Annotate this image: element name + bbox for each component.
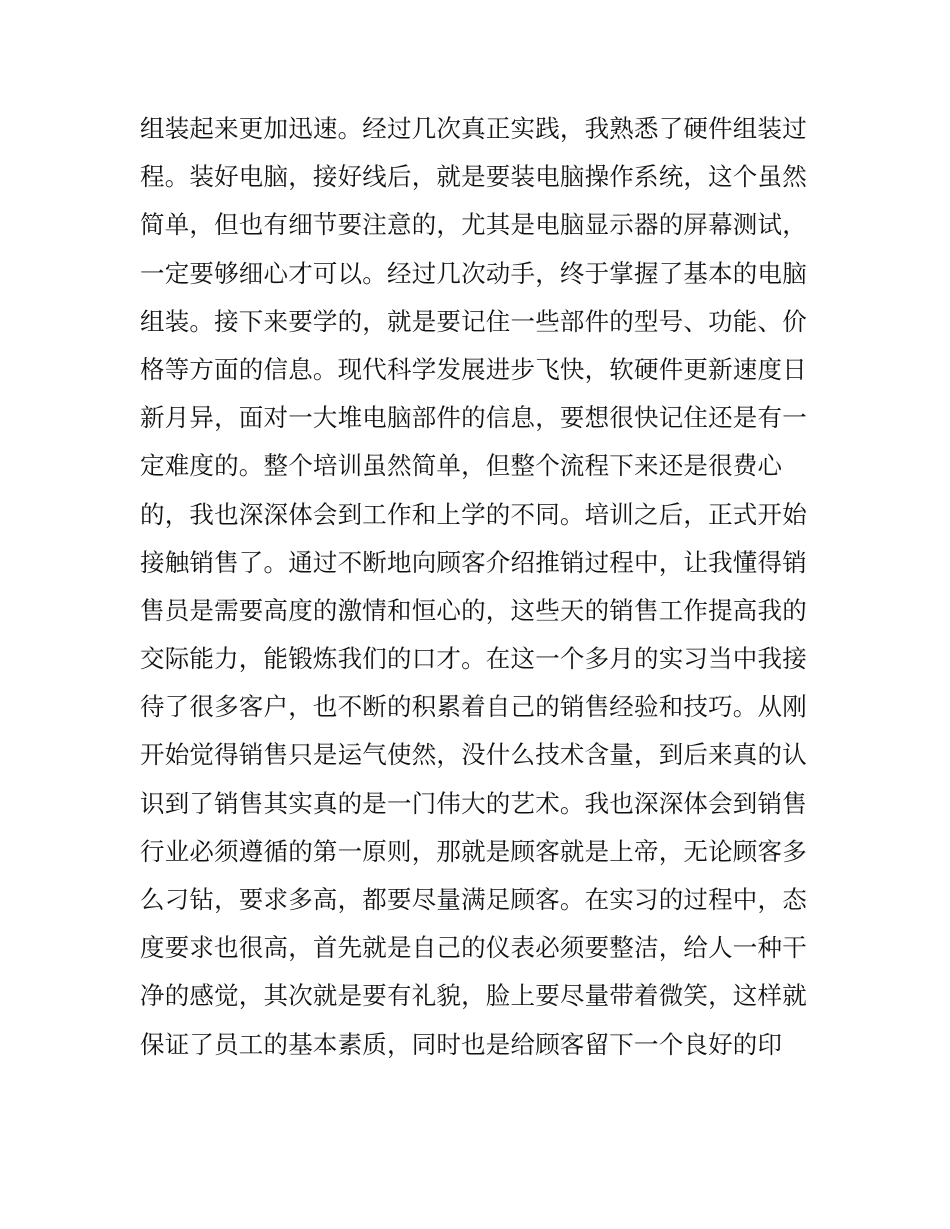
body-text — [140, 105, 820, 1069]
text-line: 售员是需要高度的激情和恒心的，这些天的销售工作提高我的 — [140, 595, 807, 625]
text-line: 一定要够细心才可以。经过几次动手，终于掌握了基本的电脑 — [140, 258, 807, 288]
text-line: 么刁钻，要求多高，都要尽量满足顾客。在实习的过程中，态 — [140, 885, 807, 914]
text-line: 组装起来更加迅速。经过几次真正实践，我熟悉了硬件组装过 — [140, 114, 807, 143]
text-line: 度要求也很高，首先就是自己的仪表必须要整洁，给人一种干 — [140, 933, 807, 963]
text-line: 开始觉得销售只是运气使然，没什么技术含量，到后来真的认 — [140, 740, 807, 770]
text-line: 保证了员工的基本素质，同时也是给顾客留下一个良好的印 — [140, 1029, 783, 1059]
text-line: 简单，但也有细节要注意的，尤其是电脑显示器的屏幕测试， — [140, 210, 807, 240]
text-line: 格等方面的信息。现代科学发展进步飞快，软硬件更新速度日 — [140, 354, 807, 384]
text-line: 行业必须遵循的第一原则，那就是顾客就是上帝，无论顾客多 — [140, 836, 807, 866]
text-line: 净的感觉，其次就是要有礼貌，脸上要尽量带着微笑，这样就 — [140, 981, 807, 1011]
text-line: 程。装好电脑，接好线后，就是要装电脑操作系统，这个虽然 — [140, 162, 807, 192]
text-line: 组装。接下来要学的，就是要记住一些部件的型号、功能、价 — [140, 306, 807, 336]
text-line: 待了很多客户，也不断的积累着自己的销售经验和技巧。从刚 — [140, 692, 807, 722]
text-line: 接触销售了。通过不断地向顾客介绍推销过程中，让我懂得销 — [140, 547, 807, 577]
text-line: 交际能力，能锻炼我们的口才。在这一个多月的实习当中我接 — [140, 644, 807, 674]
text-line: 新月异，面对一大堆电脑部件的信息，要想很快记住还是有一 — [140, 403, 807, 433]
text-line: 的，我也深深体会到工作和上学的不同。培训之后，正式开始 — [140, 499, 807, 529]
text-line: 定难度的。整个培训虽然简单，但整个流程下来还是很费心 — [140, 451, 783, 481]
text-line: 识到了销售其实真的是一门伟大的艺术。我也深深体会到销售 — [140, 788, 807, 818]
